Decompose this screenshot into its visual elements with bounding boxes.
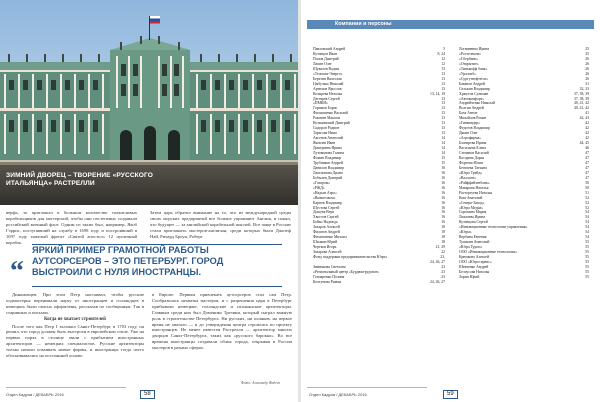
index-entry-name: Кузнецов Иван (313, 51, 337, 56)
index-entry-pages: 50 (585, 180, 589, 185)
index-entry-pages: 21, 29 (435, 245, 445, 250)
index-entry-name: Селькин Владимир (459, 86, 490, 91)
footer-rule (307, 387, 427, 388)
index-entry-name: Лихачева Ирина (459, 215, 486, 220)
subheading: Когда не хватает строителей (44, 316, 106, 322)
index-entry-pages: 51 (585, 190, 589, 195)
index-entry-pages: 12 (441, 56, 445, 61)
index-entry-name: «Агрофирма» (459, 136, 482, 141)
index-entry-pages: 55 (585, 240, 589, 245)
index-entry-pages: 47 (585, 170, 589, 175)
index-entry-name: Дмитриева Ирина (313, 146, 342, 151)
index-entry-name: Зорин Юрий (459, 274, 480, 279)
index-entry-name: Дякин Олег (459, 131, 478, 136)
index-entry-name: ООО «Инновационные технологии» (459, 250, 518, 255)
index-entry-pages: 47 (585, 151, 589, 156)
article-column-2-bottom: в Европе. Первым привлекать аутсорсеров стал сам Петр. Сообразилась нехватка мастеров, и с разрешения царя в Петербург прибывали немецкие, голландские и итальянские архитекторы. Главным среди них был Доменико Трезини, который сыграл важную роль в строительстве Петербурга. Ни русских, ни поляков, на первое время не хватало — и до утверждения центра строились по проекту иностранцев. Не менее известен Растрелли — архитектор многих дворцов Санкт-Петербурга, таких как «русского барокко». Во все времена иностранцы создавали облик города, открывая в России мастеров в разных сферах. (152, 292, 292, 351)
index-entry-name: Баканов Андрей (459, 81, 486, 86)
index-entry-name: Волгин Андрей (459, 106, 484, 111)
index-entry-name: «Уралсиб» (459, 71, 477, 76)
index-entry-pages: 13 (441, 66, 445, 71)
index-entry-pages: 47 (585, 160, 589, 165)
index-entry-name: Логвиненко Ирина (459, 47, 490, 51)
article-column-2-top: Затем царь обратил внимание на то, что из международной среды своих морских предприятий все больше управляют Англия, и понял, что будущее — за английской корабельной школой. Все чаще в Россию стали приглашать мастеров-англичан, среди которых были Джозеф Най, Ричард Броун, Роберт (150, 210, 291, 239)
index-entry-name: Кузьминский Дмитрий (313, 121, 350, 126)
index-entry-name: «Гинвиндер» (459, 121, 481, 126)
index-entry-name: «Югра» (459, 230, 472, 235)
index-entry-pages: 42 (585, 126, 589, 131)
index-entry-name: Андрейченко Николай (459, 101, 495, 106)
winter-palace-photo (0, 0, 298, 205)
index-entry-pages: 52 (585, 200, 589, 205)
index-entry-name: Фомин Владимир (313, 155, 342, 160)
index-entry-name: Бегичева Татьяна (459, 165, 487, 170)
index-entry-name: Тупикин Анатолий (459, 240, 490, 245)
index-entry-pages: 23 (441, 264, 445, 269)
index-entry-name: Ким Анатолий (459, 195, 483, 200)
index-entry-name: «Тинькофф банк» (459, 66, 488, 71)
index-entry-name: Захарова Алексей (313, 250, 342, 255)
index-entry-name: Сидоров Родион (313, 126, 340, 131)
index-entry-pages: 42 (585, 136, 589, 141)
index-entry-pages: 16 (441, 200, 445, 205)
index-entry-pages: 16 (441, 185, 445, 190)
index-entry-name: Баха Антон (459, 111, 478, 116)
index-entry-pages: 16 (441, 210, 445, 215)
index-entry-pages: 54 (585, 235, 589, 240)
index-entry-pages: 14 (441, 146, 445, 151)
index-entry-name: «Телеком-Энерго» (313, 71, 343, 76)
article-column-1-top: верфь, то приглашал в большом количестве талантливых корабельщиков для мастерской, чтобы они постепенно создавали российский военный флот. Одним из таких был, например, Якоб Гэррис, поступивший на службу в 1698 году и построивший в 1697 году тяжелый фрегат «Святой апостол» 12 пушечный корабль. (6, 210, 137, 245)
index-entry-pages: 13 (441, 86, 445, 91)
index-entry-name: «Валлсен» (459, 175, 477, 180)
index-entry-name: Чертков Игорь (313, 245, 337, 250)
paragraph: После того как Петр I заложил Санкт-Петербург в 1703 году, он решил, что город должен быть выстроен в европейском стиле. Уже на первых порах в столице звали с прибытием иностранных архитекторов — немецких специалистов. Русские архитекторы только начали осваивать новые формы, и иностранцы тогда часто обосновывались на постоянной основе. (6, 323, 144, 359)
index-entry-pages: 55 (585, 255, 589, 260)
index-entry-pages: 54 (585, 215, 589, 220)
index-entry-pages: 23 (441, 274, 445, 279)
index-entry-pages: 52 (585, 205, 589, 210)
index-entry-pages: 13 (441, 131, 445, 136)
index-entry-name: «Вымпелком» (313, 195, 336, 200)
index-entry-name: Бойко Надежда (313, 220, 338, 225)
index-entry-name: Дегтярев Сергей (313, 96, 340, 101)
index-entry-name: Хржутов Сулиман (459, 91, 489, 96)
index-entry-pages: 47 (585, 165, 589, 170)
index-entry-name: Крючкова Алексей (459, 255, 490, 260)
index-entry-name: Михайлов Роман (459, 116, 487, 121)
index-entry-name: Артюхов Ярослав (313, 86, 342, 91)
index-entry-name: «Газпром» (313, 180, 331, 185)
index-entry-name: «Югра Групп» (459, 245, 483, 250)
index-entry-name: Филатов Андрей (313, 230, 340, 235)
index-entry-pages: 16 (441, 175, 445, 180)
index-entry-pages: 15 (441, 155, 445, 160)
index-entry-name: Ракитин Максим (313, 116, 340, 121)
index-entry-pages: 13 (441, 111, 445, 116)
index-column-1 (313, 47, 445, 285)
index-entry-pages: 18 (441, 240, 445, 245)
index-entry-name: «Открытие» (459, 61, 479, 66)
index-entry-pages: 14 (441, 141, 445, 146)
index-entry-name: Яковлев Иван (313, 141, 336, 146)
index-entry-pages: 18 (441, 225, 445, 230)
index-entry-name: Хвостов Сергей (313, 215, 339, 220)
index-entry-pages: 47 (585, 175, 589, 180)
index-entry-name: Бобылев Дмитрий (313, 175, 343, 180)
index-entry-pages: 26 (585, 71, 589, 76)
left-page (0, 0, 298, 402)
index-entry-name: Филиппенко Михаил (313, 235, 347, 240)
index-entry-pages: 5 (443, 47, 445, 51)
index-entry-name: Вербина Евгения (459, 235, 487, 240)
index-entry-pages: 37, 38, 39 (574, 91, 589, 96)
index-entry-pages: 26 (585, 56, 589, 61)
pullquote: ЯРКИЙ ПРИМЕР ГРАМОТНОЙ РАБОТЫ АУТСОРСЕРОВ – ЭТО ПЕТЕРБУРГ. ГОРОД ВЫСТРОИЛИ С НУЛЯ ИНОСТРАНЦЫ. (32, 245, 224, 277)
index-entry-name: Фортова Юлия (459, 160, 483, 165)
index-entry-name: Белоусова Наталья (459, 269, 490, 274)
photo-credit: Фото: Александр Фадеев (240, 381, 280, 385)
index-entry-name: Шустова Сергей (313, 205, 340, 210)
index-entry-pages: 42, 43 (579, 116, 589, 121)
index-entry-name: Филиппенко Василий (313, 111, 348, 116)
index-entry-pages: 22 (441, 250, 445, 255)
index-entry-pages: 52 (585, 195, 589, 200)
index-entry-pages: 55 (585, 269, 589, 274)
index-entry-pages: 55 (585, 250, 589, 255)
index-entry-pages: 54 (585, 220, 589, 225)
index-entry-name: Благирева Ирина (459, 141, 487, 146)
index-entry-pages: 42 (585, 121, 589, 126)
index-entry-pages: 13 (441, 116, 445, 121)
index-entry-pages: 13 (441, 81, 445, 86)
index-entry-pages: 55 (585, 264, 589, 269)
index-entry-pages: 40, 41, 42 (574, 106, 589, 111)
index-entry-pages: 13 (441, 96, 445, 101)
footer-rule (6, 387, 126, 388)
index-entry-name: Лутовинова Галина (313, 151, 345, 156)
index-entry-pages: 26 (585, 61, 589, 66)
page-number: 59 (443, 390, 458, 399)
index-entry-pages: 13 (441, 101, 445, 106)
index-entry-pages: 54 (585, 225, 589, 230)
index-entry-name: Павловский Андрей (313, 47, 346, 51)
index-entry-pages: 18 (441, 230, 445, 235)
index-entry-name: Федотов Владимир (459, 126, 490, 131)
index-entry-pages: 55 (585, 245, 589, 250)
index-entry-pages: 24, 26, 27 (430, 259, 445, 264)
index-entry-name: Козырева Наталья (313, 91, 343, 96)
index-entry-name: «Райффайзенбанк» (459, 180, 490, 185)
index-entry-pages: 13 (441, 76, 445, 81)
index-entry-name: Лактионова Диана (313, 170, 343, 175)
right-page (301, 0, 600, 402)
index-entry-name: Карпов Владимир (313, 200, 342, 205)
index-entry-name: «Ростелеком» (459, 51, 482, 56)
index-entry-name: Лапин Олег (313, 61, 332, 66)
index-entry-name: Васильева Елена (459, 146, 486, 151)
index-entry-pages: 54 (585, 230, 589, 235)
index-entry-name: Колтунова Римма (313, 279, 342, 284)
index-entry-pages: 55 (585, 259, 589, 264)
footer-text: Отдел Кадров / ДЕКАБРЬ 2016 (6, 392, 64, 397)
index-entry-pages: 16 (441, 180, 445, 185)
index-entry-pages: 13 (441, 106, 445, 111)
index-entry-name: Зимнякова Светлана (313, 264, 346, 269)
index-entry-pages: 16 (441, 195, 445, 200)
index-entry-name: Аксенов Анатолий (313, 136, 343, 141)
index-entry-name: Тарасова Нина (313, 131, 337, 136)
index-entry-pages: 13 (441, 126, 445, 131)
index-entry-name: «Сургутнефтегаз» (459, 76, 489, 81)
index-entry-name: Сорокина Мария (459, 210, 487, 215)
index-entry-name: Степанов Василий (459, 151, 489, 156)
index-entry-pages: 25 (585, 51, 589, 56)
quote-mark-icon: “ (10, 256, 24, 287)
index-entry-pages: 14 (441, 151, 445, 156)
index-entry-name: Косарева Дарья (459, 155, 485, 160)
index-entry-pages: 16 (441, 205, 445, 210)
index-entry-pages: 8, 24 (437, 51, 445, 56)
index-entry-pages: 50 (585, 185, 589, 190)
index-entry-pages: 32, 33 (579, 86, 589, 91)
index-entry-pages: 13 (441, 71, 445, 76)
index-entry-pages: 47 (585, 155, 589, 160)
index-entry-pages: 55 (585, 274, 589, 279)
index-entry-name: Шувалов Вадим (313, 66, 339, 71)
index-entry-pages: 23, (440, 255, 445, 260)
index-entry-name: Дощева Вера (313, 210, 335, 215)
index-entry-name: «Инновационные технологии управления» (459, 225, 528, 230)
index-entry-name: Горшков Борис (313, 106, 338, 111)
paragraph: Динамовцев. При этом Петр настаивал, чтобы русские подмастерья перенимали науку от иностранцев и голландцев в немецких были опасно оформлены, рассказав по сообщениям. Так в старинных и письмах. (6, 292, 144, 315)
index-entry-name: «Югра Трейд» (459, 170, 483, 175)
index-entry-pages: 16 (441, 220, 445, 225)
index-entry-name: «РЖД» (313, 185, 325, 190)
index-entry-pages: 13 (441, 121, 445, 126)
index-entry-pages: 15 (441, 160, 445, 165)
index-entry-pages: 41 (585, 111, 589, 116)
index-entry-pages: 16 (441, 170, 445, 175)
index-entry-pages: 40, 41, 42 (574, 101, 589, 106)
index-entry-pages: 13, 14, 19 (430, 91, 445, 96)
index-entry-name: Макарова Наталья (459, 185, 489, 190)
index-entry-pages: 42 (585, 131, 589, 136)
index-entry-pages: 44, 45 (579, 141, 589, 146)
index-entry-name: Березин Вячеслав (313, 76, 342, 81)
index-entry-name: Гончаренко Полина (313, 274, 345, 279)
index-entry-pages: 54 (585, 210, 589, 215)
footer-text: Отдел Кадров / ДЕКАБРЬ 2016 (309, 392, 367, 397)
index-entry-name: Данилов Владимир (313, 165, 344, 170)
index-entry-name: «Сбербанк» (459, 56, 479, 61)
index-entry-name: Шевченко Андрей (459, 264, 489, 269)
index-entry (459, 275, 589, 280)
index-entry-pages: 16 (441, 215, 445, 220)
index-entry-name: «Автокомфорт» (459, 96, 485, 101)
index-entry-name: Расторгуева Наталья (459, 190, 493, 195)
index-entry-pages: 14 (441, 136, 445, 141)
photo-caption: ЗИМНИЙ ДВОРЕЦ – ТВОРЕНИЕ «РУССКОГО ИТАЛЬЯНЦА» РАСТРЕЛЛИ (6, 172, 154, 187)
index-entry-pages: 26 (585, 76, 589, 81)
index-entry-name: ООО «Югросервис» (459, 259, 492, 264)
index-entry-name: Шилкин Юрий (313, 240, 338, 245)
index-entry-pages: 31 (585, 81, 589, 86)
index-entry-name: Захаров Алексей (313, 225, 340, 230)
index-entry-pages: 16 (441, 190, 445, 195)
index-entry-pages: 46 (585, 146, 589, 151)
index-entry-name: «ПМКИ» (313, 101, 329, 106)
index-entry-pages: 18 (441, 235, 445, 240)
index-entry-pages: 26 (585, 66, 589, 71)
index-entry-pages: 12 (441, 61, 445, 66)
index-entry (313, 280, 445, 285)
pullquote-rule-bottom (32, 286, 282, 287)
index-entry-pages: 23 (441, 269, 445, 274)
page-number: 58 (140, 390, 155, 399)
index-entry-pages: 16 (441, 165, 445, 170)
index-column-2 (459, 47, 589, 280)
index-entry-pages: 25 (585, 47, 589, 51)
index-entry-name: Трубников Андрей (313, 160, 344, 165)
index-entry-name: «Северо-Запад» (459, 200, 485, 205)
index-entry-pages: 37, 38, 39 (574, 96, 589, 101)
section-header: Компании и персоны (307, 20, 594, 29)
index-entry-name: Цыбулько Николай (313, 81, 344, 86)
index-entry-name: «Надым Аэро» (313, 190, 337, 195)
index-entry-name: «Югра Медиа» (459, 205, 484, 210)
index-entry-name: Кузнецова Сергей (459, 220, 488, 225)
index-entry-name: Фонд поддержки предпринимательства Югры (313, 255, 387, 260)
index-entry-pages: 24, 26, 27 (430, 279, 445, 284)
article-column-1-bottom (6, 292, 144, 360)
index-entry-name: Попов Дмитрий (313, 56, 339, 61)
index-entry-name: «Региональный центр «Бурдюктрудовое» (313, 269, 380, 274)
